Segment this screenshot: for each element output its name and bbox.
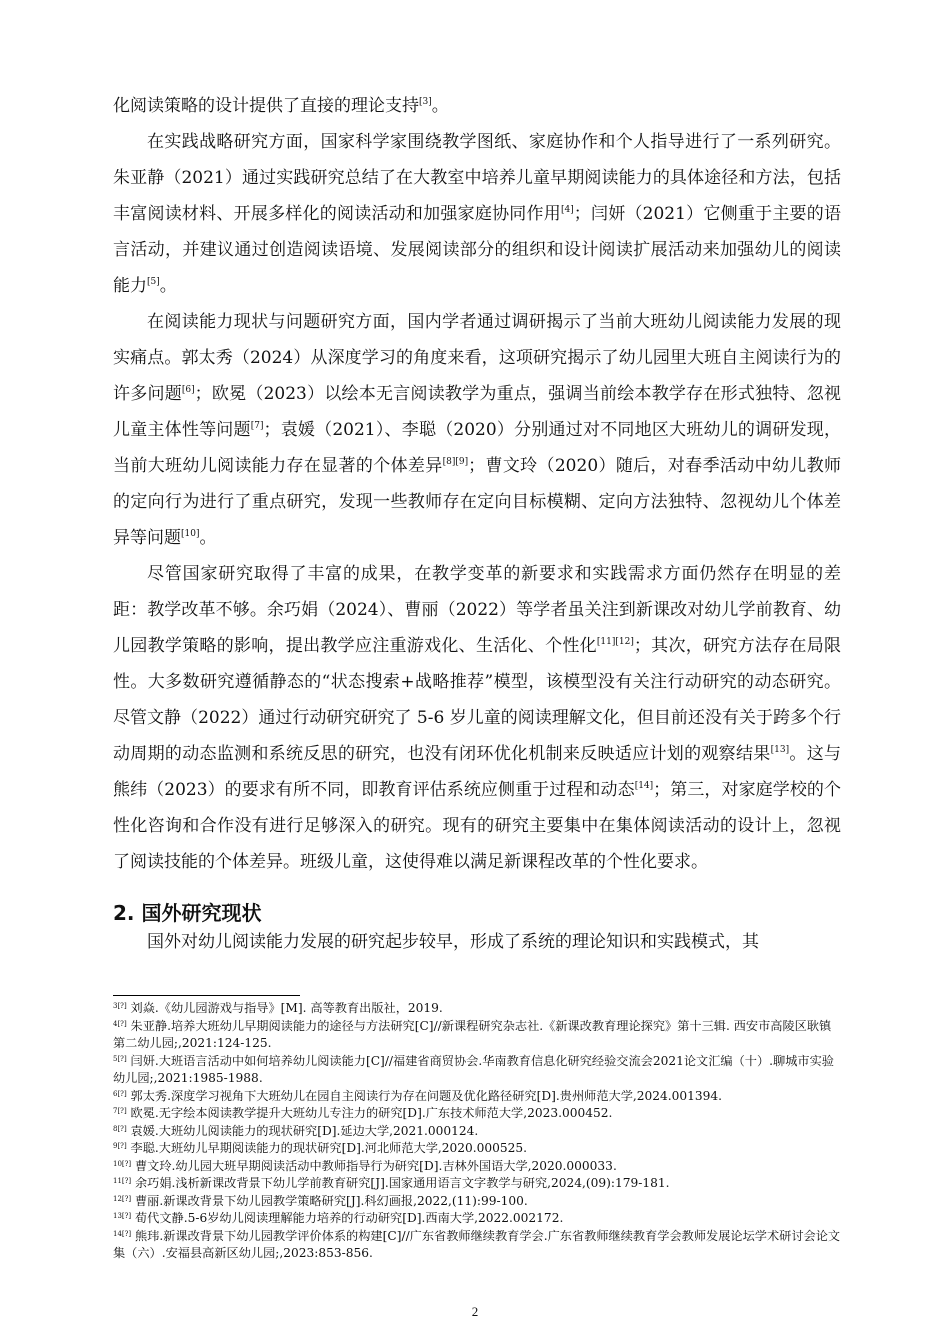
paragraph-text: 。这与熊纬（2023）的要求有所不同，即教育评估系统应侧重于过程和动态 [113,744,842,800]
paragraph-text: ；其次，研究方法存在局限性。大多数研究遵循静态的“状态搜索+战略推荐”模型，该模型没有关注行动研究的动态研究。尽管文静（2022）通过行动研究研究了 5-6 岁儿童的阅读理解文化，但目前还没有关于跨多个行动周期的动态监测和系统反思的研究，也没有闭环优化机制来反映适应计划的观察结果 [113,636,842,764]
footnote [113,1018,843,1053]
paragraph-text: ；欧冕（2023）以绘本无言阅读教学为重点，强调当前绘本教学存在形式独特、忽视儿童主体性等问题 [113,384,841,440]
paragraph-text: 国外对幼儿阅读能力发展的研究起步较早，形成了系统的理论知识和实践模式，其 [147,932,759,952]
footnote-text: 郭太秀.深度学习视角下大班幼儿在园自主阅读行为存在问题及优化路径研究[D].贵州师范大学,2024.001394. [126,1088,723,1103]
footnote-marker: 7[?] [113,1107,127,1115]
footnote-separator [113,995,300,996]
citation-marker: [4] [561,205,574,215]
footnote-text: 曹文玲.幼儿园大班早期阅读活动中教师指导行为研究[D].吉林外国语大学,2020.000033. [131,1158,617,1173]
footnote-marker: 14[?] [113,1229,132,1238]
citation-marker: [10] [181,529,200,539]
footnote-marker: 13[?] [113,1212,132,1220]
paragraph-text: 在阅读能力现状与问题研究方面，国内学者通过调研揭示了当前大班幼儿阅读能力发展的现实痛点。郭太秀（2024）从深度学习的角度来看，这项研究揭示了幼儿园里大班自主阅读行为的许多问题 [113,312,841,404]
citation-marker: [12] [615,637,634,647]
footnote-text: 闫妍.大班语言活动中如何培养幼儿阅读能力[C]//福建省商贸协会.华南教育信息化研究经验交流会2021论文汇编（十）.聊城市实验幼儿园;,2021:1985-1988. [113,1053,834,1085]
footnote-marker: 6[?] [113,1089,127,1098]
section-heading: 2. 国外研究现状 [113,901,262,925]
footnote [113,1123,843,1141]
paragraph [113,924,841,960]
paragraph-text: ；曹文玲（2020）随后，对春季活动中幼儿教师的定向行为进行了重点研究，发现一些教师存在定向目标模糊、定向方法独特、忽视幼儿个体差异等问题 [113,456,842,548]
footnote-marker: 12[?] [113,1194,132,1203]
footnote-text: 熊玮.新课改背景下幼儿园教学评价体系的构建[C]//广东省教师继续教育学会.广东省教师继续教育学会教师发展论坛学术研讨会论文集（六）.安福县高新区幼儿园;,2023:853-856. [113,1228,841,1260]
citation-marker: [8][9] [442,457,469,467]
footnote [113,1210,843,1228]
citation-marker: [14] [634,781,654,791]
footnote-marker: 3[?] [113,1002,127,1010]
citation-marker: [3] [419,97,432,107]
footnote-text: 欧冕.无字绘本阅读教学提升大班幼儿专注力的研究[D].广东技术师范大学,2023.000452. [126,1106,613,1120]
footnote-text: 刘焱.《幼儿园游戏与指导》[M]. 高等教育出版社，2019. [126,1001,443,1015]
citation-marker: [11] [596,637,616,647]
footnote [113,1105,843,1123]
footnote-text: 余巧娟.浅析新课改背景下幼儿学前教育研究[J].国家通用语言文字教学与研究,2024,(09):179-181. [131,1176,670,1190]
footnote [113,1158,843,1176]
section-body-text [113,924,841,960]
footnote-text: 曹丽.新课改背景下幼儿园教学策略研究[J].科幻画报,2022,(11):99-100. [131,1193,528,1208]
footnote-marker: 4[?] [113,1019,127,1028]
paragraph-text: 。 [159,276,177,296]
paragraph-text: ；第三，对家庭学校的个性化咨询和合作没有进行足够深入的研究。现有的研究主要集中在集体阅读活动的设计上，忽视了阅读技能的个体差异。班级儿童，这使得难以满足新课程改革的个性化要求。 [113,780,842,872]
paragraph [113,88,841,124]
paragraph-text: 。 [199,528,217,548]
footnote-text: 荀代文静.5-6岁幼儿阅读理解能力培养的行动研究[D].西南大学,2022.002172. [131,1211,564,1225]
footnote [113,1053,843,1088]
paragraph-text: ；袁媛（2021）、李聪（2020）分别通过对不同地区大班幼儿的调研发现，当前大班幼儿阅读能力存在显著的个体差异 [113,420,841,476]
page-number: 2 [471,1304,479,1319]
footnote-marker: 9[?] [113,1142,127,1150]
footnotes [113,1000,843,1263]
footnote [113,1228,843,1263]
footnote [113,1000,843,1018]
citation-marker: [5] [147,277,160,287]
citation-marker: [13] [770,745,790,755]
paragraph-text: 。 [431,96,449,116]
footnote [113,1140,843,1158]
footnote-marker: 10[?] [113,1159,132,1168]
footnote [113,1193,843,1211]
paragraph-text: ；闫妍（2021）它侧重于主要的语言活动，并建议通过创造阅读语境、发展阅读部分的组织和设计阅读扩展活动来加强幼儿的阅读能力 [113,204,842,296]
footnote-marker: 11[?] [113,1177,132,1185]
footnote-marker: 5[?] [113,1054,127,1063]
paragraph-text: 化阅读策略的设计提供了直接的理论支持 [113,96,419,116]
citation-marker: [7] [250,421,264,431]
footnote-marker: 8[?] [113,1124,127,1133]
paragraph-text: 尽管国家研究取得了丰富的成果，在教学变革的新要求和实践需求方面仍然存在明显的差距：教学改革不够。余巧娟（2024）、曹丽（2022）等学者虽关注到新课改对幼儿学前教育、幼儿园教学策略的影响，提出教学应注重游戏化、生活化、个性化 [113,564,841,656]
citation-marker: [6] [181,385,195,395]
footnote-text: 袁媛.大班幼儿阅读能力的现状研究[D].延边大学,2021.000124. [126,1123,479,1138]
footnote-text: 朱亚静.培养大班幼儿早期阅读能力的途径与方法研究[C]//新课程研究杂志社.《新课改教育理论探究》第十三辑. 西安市高陵区耿镇第二幼儿园;,2021:124-125. [113,1018,832,1050]
body-text [113,88,841,880]
paragraph [113,556,841,880]
footnote-text: 李聪.大班幼儿早期阅读能力的现状研究[D].河北师范大学,2020.000525. [126,1141,528,1155]
footnote [113,1088,843,1106]
paragraph-text: 在实践战略研究方面，国家科学家围绕教学图纸、家庭协作和个人指导进行了一系列研究。朱亚静（2021）通过实践研究总结了在大教室中培养儿童早期阅读能力的具体途径和方法，包括丰富阅读材料、开展多样化的阅读活动和加强家庭协同作用 [113,132,841,224]
footnote [113,1175,843,1193]
paragraph [113,304,841,556]
paragraph [113,124,841,304]
